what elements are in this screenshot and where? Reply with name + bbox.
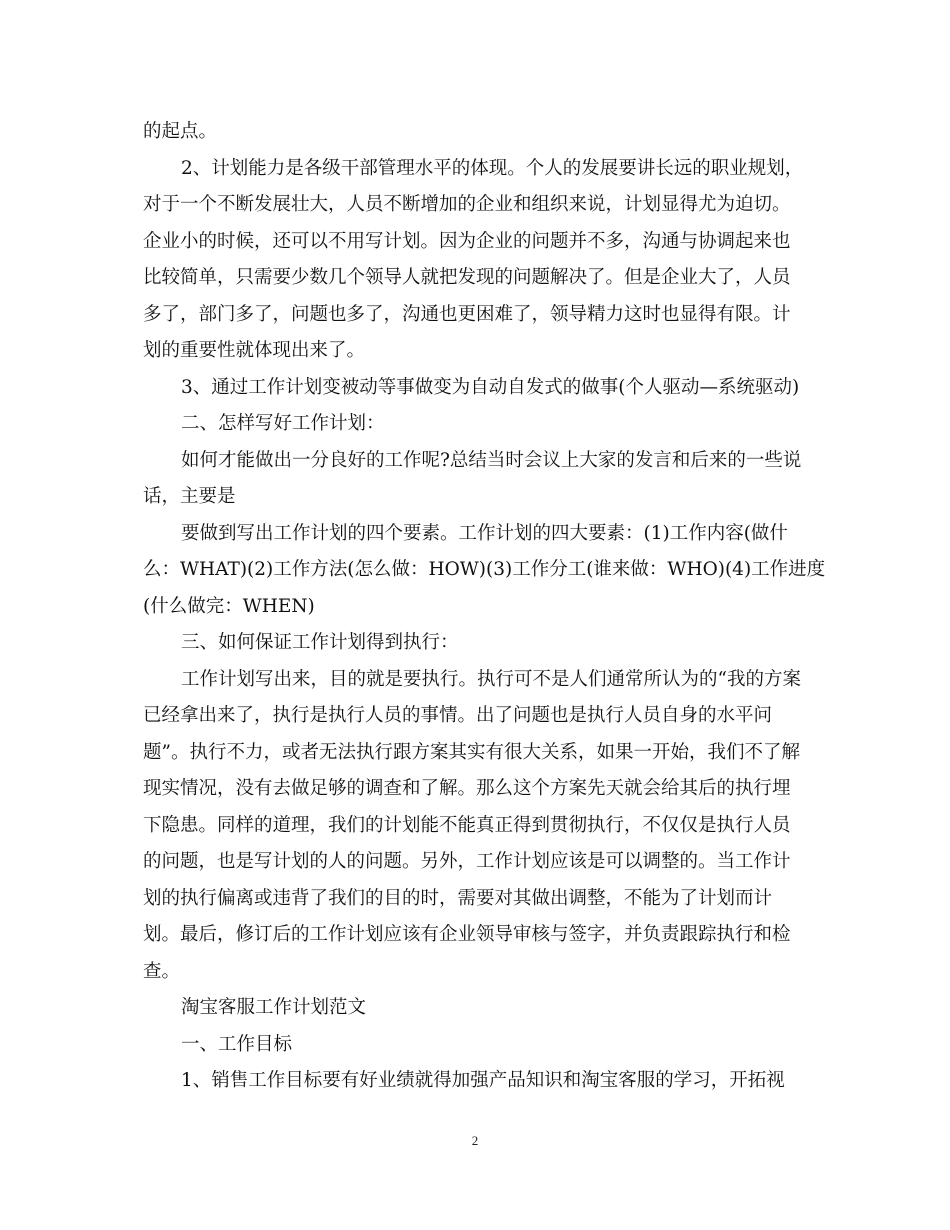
text-line-27: 1、销售工作目标要有好业绩就得加强产品知识和淘宝客服的学习，开拓视: [181, 1070, 785, 1091]
section-heading-3: 三、如何保证工作计划得到执行：: [181, 632, 459, 653]
text-line-21: 的问题，也是写计划的人的问题。另外，工作计划应该是可以调整的。当工作计: [143, 851, 791, 872]
text-line-12: 要做到写出工作计划的四个要素。工作计划的四大要素：(1)工作内容(做什: [181, 522, 788, 544]
text-line-1: 的起点。: [143, 121, 218, 142]
text-line-3: 对于一个不断发展壮大，人员不断增加的企业和组织来说，计划显得尤为迫切。: [143, 194, 791, 215]
text-line-14: (什么做完：WHEN): [143, 595, 315, 617]
text-line-23: 划。最后，修订后的工作计划应该有企业领导审核与签字，并负责跟踪执行和检: [143, 924, 791, 945]
document-title: 淘宝客服工作计划范文: [181, 997, 367, 1018]
section-heading-1: 一、工作目标: [181, 1033, 293, 1055]
document-body: [143, 114, 826, 1100]
text-line-11: 话，主要是: [143, 486, 236, 507]
text-line-19: 现实情况，没有去做足够的调查和了解。那么这个方案先天就会给其后的执行埋: [143, 778, 791, 799]
text-line-17: 已经拿出来了，执行是执行人员的事情。出了问题也是执行人员自身的水平问: [143, 705, 773, 726]
page-number: 2: [471, 1133, 479, 1148]
text-line-22: 划的执行偏离或违背了我们的目的时，需要对其做出调整，不能为了计划而计: [143, 887, 773, 909]
text-line-8: 3、通过工作计划变被动等事做变为自动自发式的做事(个人驱动—系统驱动): [181, 376, 800, 398]
text-line-13: 么：WHAT)(2)工作方法(怎么做：HOW)(3)工作分工(谁来做：WHO)(4)工作进度: [143, 559, 826, 580]
section-heading-2: 二、怎样写好工作计划：: [181, 413, 385, 434]
text-line-6: 多了，部门多了，问题也多了，沟通也更困难了，领导精力这时也显得有限。计: [143, 303, 791, 325]
text-line-10: 如何才能做出一分良好的工作呢?总结当时会议上大家的发言和后来的一些说: [181, 449, 802, 471]
text-line-4: 企业小的时候，还可以不用写计划。因为企业的问题并不多，沟通与协调起来也: [143, 230, 791, 252]
text-line-5: 比较简单，只需要少数几个领导人就把发现的问题解决了。但是企业大了，人员: [143, 267, 791, 288]
text-line-7: 划的重要性就体现出来了。: [143, 340, 366, 361]
text-line-20: 下隐患。同样的道理，我们的计划能不能真正得到贯彻执行，不仅仅是执行人员: [143, 814, 791, 836]
text-line-24: 查。: [143, 960, 181, 982]
text-line-2: 2、计划能力是各级干部管理水平的体现。个人的发展要讲长远的职业规划，: [181, 157, 804, 179]
text-line-18: 题”。执行不力，或者无法执行跟方案其实有很大关系，如果一开始，我们不了解: [143, 741, 800, 763]
text-line-16: 工作计划写出来，目的就是要执行。执行可不是人们通常所认为的“我的方案: [181, 668, 801, 690]
